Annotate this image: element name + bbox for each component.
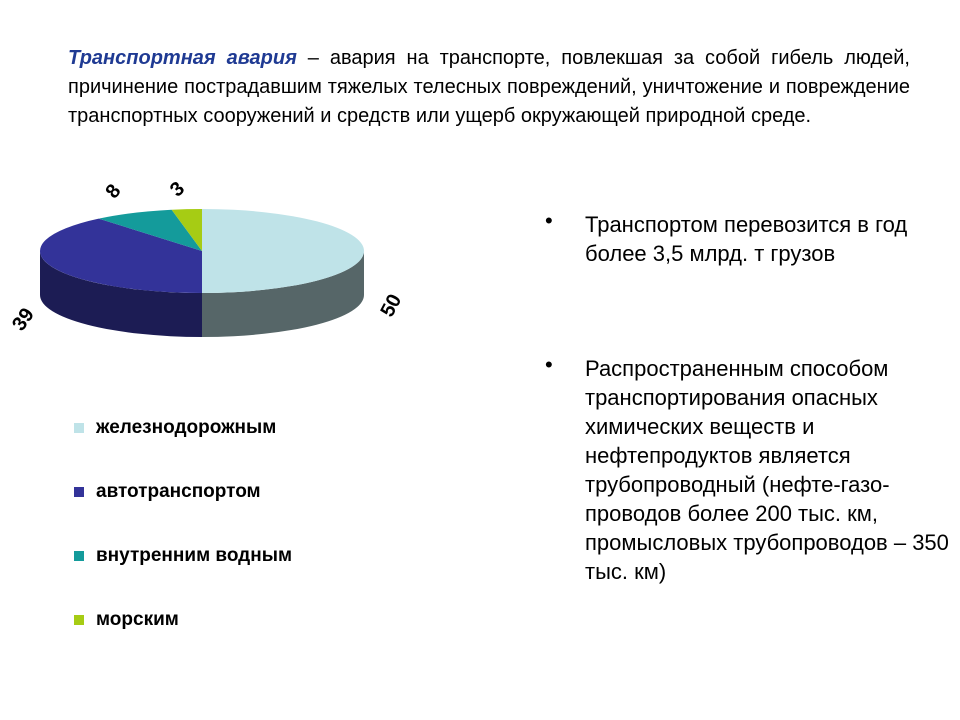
- bullet-text: Распространенным способом транспортирования опасных химических веществ и нефтепродуктов является трубопроводный (нефте-газо-проводов более 200 тыс. км, промысловых трубопроводов – 350 тыс. км): [585, 356, 949, 584]
- bullet-list: [545, 210, 955, 586]
- legend-item-железнодорожным: [74, 396, 292, 460]
- bullet-text: Транспортом перевозится в год более 3,5 млрд. т грузов: [585, 212, 908, 266]
- pie-chart: [0, 160, 440, 390]
- data-label-внутренним-водным: 8: [101, 180, 126, 203]
- legend-label: морским: [96, 609, 179, 630]
- legend-item-морским: [74, 588, 292, 652]
- data-label-железнодорожным: 50: [376, 290, 407, 321]
- definition-paragraph: [68, 44, 910, 131]
- legend-label: автотранспортом: [96, 481, 261, 502]
- legend-swatch: [74, 615, 84, 625]
- bullet-item-pipelines: [545, 354, 955, 586]
- bullet-item-cargo: [545, 210, 955, 268]
- data-label-морским: 3: [166, 177, 190, 202]
- legend-item-внутренним-водным: [74, 524, 292, 588]
- legend-label: внутренним водным: [96, 545, 293, 566]
- legend-swatch: [74, 423, 84, 433]
- bullet-icon: •: [545, 352, 553, 377]
- legend-label: железнодорожным: [96, 417, 277, 438]
- legend-item-автотранспортом: [74, 460, 292, 524]
- legend-swatch: [74, 487, 84, 497]
- data-label-автотранспортом: 39: [8, 304, 39, 336]
- definition-text: – авария на транспорте, повлекшая за собой гибель людей, причинение пострадавшим тяжелых телесных повреждений, уничтожение и повреждение транспортных сооружений и средств или ущерб окружающей природной среде.: [68, 47, 910, 127]
- legend-swatch: [74, 551, 84, 561]
- chart-legend: [74, 396, 292, 652]
- bullet-icon: •: [545, 208, 553, 233]
- definition-term: Транспортная авария: [68, 47, 297, 69]
